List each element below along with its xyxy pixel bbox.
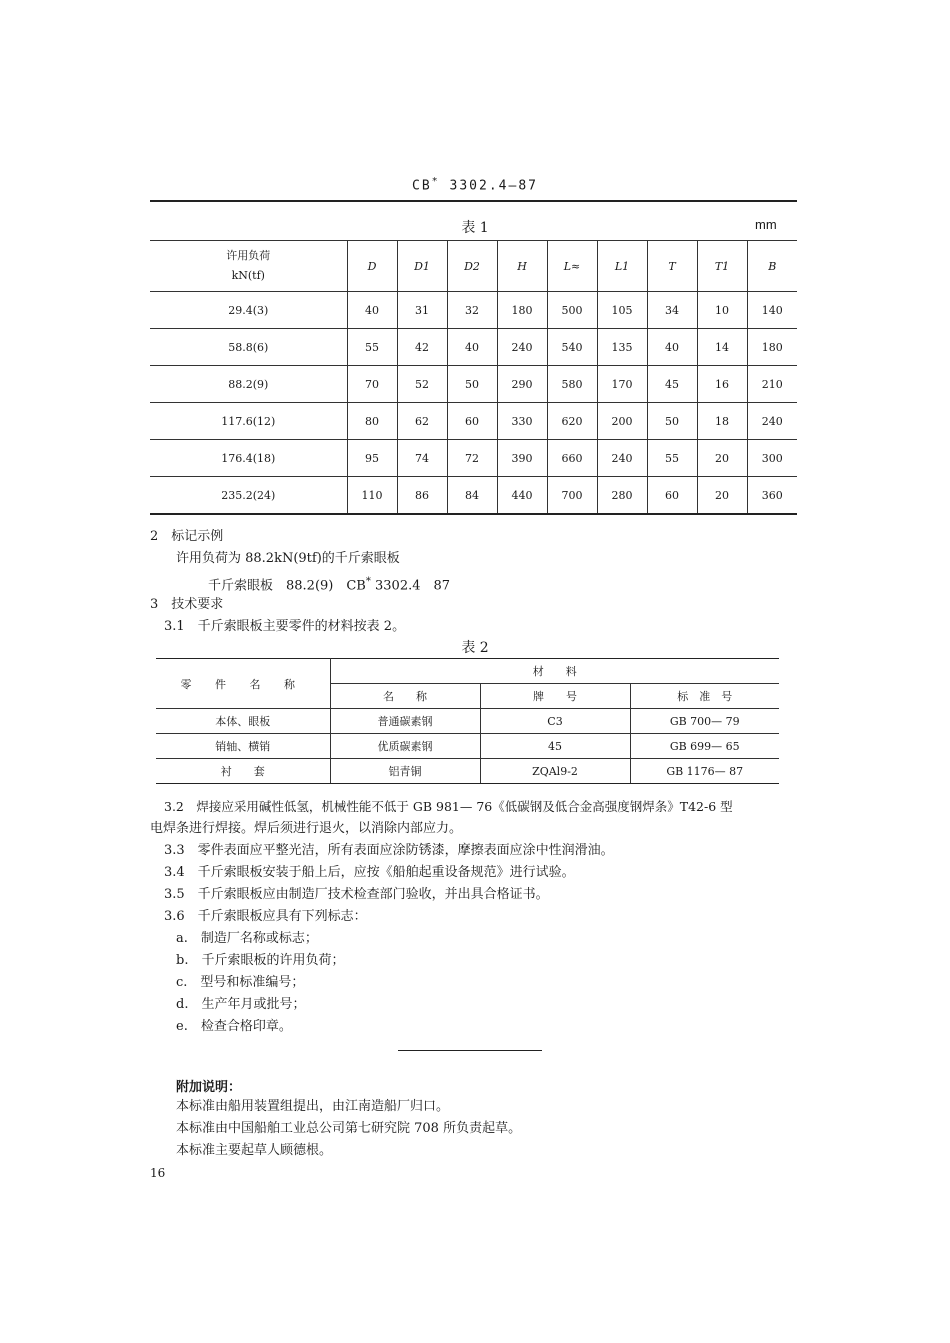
note-line: 本标准由船用装置组提出，由江南造船厂归口。: [176, 1099, 450, 1114]
cell: GB 1176— 87: [630, 759, 779, 784]
cell: 40: [447, 329, 497, 366]
cell: 40: [647, 329, 697, 366]
cell: 20: [697, 477, 747, 515]
load-header: 许用负荷 kN(tf): [150, 241, 347, 292]
cell: 40: [347, 292, 397, 329]
col-header: T1: [697, 241, 747, 292]
cell: 240: [597, 440, 647, 477]
col-header: B: [747, 241, 797, 292]
cell: 45: [480, 734, 630, 759]
cell: 衬 套: [156, 759, 330, 784]
cell: 330: [497, 403, 547, 440]
cell: 180: [747, 329, 797, 366]
cell: 普通碳素钢: [330, 709, 480, 734]
cell: 300: [747, 440, 797, 477]
table1-caption: 表 1: [461, 220, 489, 236]
cell: 240: [497, 329, 547, 366]
section3-heading: 3 技术要求: [150, 597, 224, 612]
cell: 32: [447, 292, 497, 329]
col-material-standard: 标 准 号: [630, 684, 779, 709]
cell: 优质碳素钢: [330, 734, 480, 759]
cell: 55: [347, 329, 397, 366]
cell: 88.2(9): [150, 366, 347, 403]
cell: 29.4(3): [150, 292, 347, 329]
cell: 62: [397, 403, 447, 440]
cell: 176.4(18): [150, 440, 347, 477]
cell: 42: [397, 329, 447, 366]
top-rule: [150, 200, 797, 202]
cell: 10: [697, 292, 747, 329]
cell: 110: [347, 477, 397, 515]
cell: 240: [747, 403, 797, 440]
cell: 140: [747, 292, 797, 329]
cell: 60: [447, 403, 497, 440]
para-3-2-line1: 3.2 焊接应采用碱性低氢，机械性能不低于 GB 981— 76《低碳钢及低合金高强度钢焊条》T42-6 型: [164, 799, 733, 814]
list-item: a. 制造厂名称或标志；: [176, 931, 318, 946]
table-row: [156, 759, 779, 784]
section2-heading: 2 标记示例: [150, 529, 224, 544]
table-row: [150, 329, 797, 366]
para-3-2-line2: 电焊条进行焊接。焊后须进行退火，以消除内部应力。: [150, 821, 463, 836]
notes-title: 附加说明：: [176, 1079, 242, 1094]
cell: C3: [480, 709, 630, 734]
table1-unit: mm: [755, 217, 777, 232]
cell: 31: [397, 292, 447, 329]
cell: 84: [447, 477, 497, 515]
cell: 本体、眼板: [156, 709, 330, 734]
col-header: L≈: [547, 241, 597, 292]
col-header: D: [347, 241, 397, 292]
col-material-name: 名 称: [330, 684, 480, 709]
cell: 60: [647, 477, 697, 515]
cell: 72: [447, 440, 497, 477]
table2-header-row1: [156, 659, 779, 684]
note-line: 本标准主要起草人顾德根。: [176, 1143, 333, 1158]
cell: GB 699— 65: [630, 734, 779, 759]
cell: 80: [347, 403, 397, 440]
table-row: [156, 709, 779, 734]
table1-header-row: [150, 241, 797, 292]
list-item: d. 生产年月或批号；: [176, 997, 306, 1012]
para-3-3: 3.3 零件表面应平整光洁，所有表面应涂防锈漆，摩擦表面应涂中性润滑油。: [164, 843, 614, 858]
cell: 660: [547, 440, 597, 477]
cell: 销轴、横销: [156, 734, 330, 759]
cell: 18: [697, 403, 747, 440]
cell: 235.2(24): [150, 477, 347, 515]
note-line: 本标准由中国船舶工业总公司第七研究院 708 所负责起草。: [176, 1121, 522, 1136]
cell: 440: [497, 477, 547, 515]
cell: 铝青铜: [330, 759, 480, 784]
table-row: [150, 440, 797, 477]
col-header: T: [647, 241, 697, 292]
cell: 55: [647, 440, 697, 477]
cell: 52: [397, 366, 447, 403]
cell: 580: [547, 366, 597, 403]
header-code-number: 3302.4—87: [449, 178, 538, 194]
col-header: D1: [397, 241, 447, 292]
header-code-star: *: [431, 176, 440, 187]
cell: 360: [747, 477, 797, 515]
col-material: 材 料: [330, 659, 779, 684]
cell: 117.6(12): [150, 403, 347, 440]
section-divider: [398, 1050, 542, 1051]
table-row: [150, 403, 797, 440]
cell: 180: [497, 292, 547, 329]
cell: 700: [547, 477, 597, 515]
cell: 86: [397, 477, 447, 515]
cell: 500: [547, 292, 597, 329]
cell: 540: [547, 329, 597, 366]
col-header: D2: [447, 241, 497, 292]
cell: 105: [597, 292, 647, 329]
cell: 74: [397, 440, 447, 477]
para-3-1: 3.1 千斤索眼板主要零件的材料按表 2。: [164, 619, 406, 634]
cell: 620: [547, 403, 597, 440]
cell: 390: [497, 440, 547, 477]
table2-caption: 表 2: [461, 640, 489, 656]
table-row: [150, 292, 797, 329]
cell: GB 700— 79: [630, 709, 779, 734]
cell: 16: [697, 366, 747, 403]
para-3-5: 3.5 千斤索眼板应由制造厂技术检查部门验收，并出具合格证书。: [164, 887, 549, 902]
para-3-6: 3.6 千斤索眼板应具有下列标志：: [164, 909, 367, 924]
marking-example-line2: 千斤索眼板 88.2(9) CB* 3302.4 87: [208, 576, 451, 594]
header-code-prefix: CB: [412, 178, 432, 194]
dimensions-table: [150, 240, 797, 515]
standard-code-header: [0, 176, 950, 193]
page-number: 16: [150, 1166, 166, 1180]
materials-table: [156, 658, 779, 784]
cell: 210: [747, 366, 797, 403]
cell: ZQAl9-2: [480, 759, 630, 784]
cell: 34: [647, 292, 697, 329]
cell: 50: [447, 366, 497, 403]
marking-example-line1: 许用负荷为 88.2kN(9tf)的千斤索眼板: [176, 551, 400, 566]
cell: 280: [597, 477, 647, 515]
cell: 200: [597, 403, 647, 440]
col-material-grade: 牌 号: [480, 684, 630, 709]
cell: 58.8(6): [150, 329, 347, 366]
cell: 50: [647, 403, 697, 440]
cell: 70: [347, 366, 397, 403]
col-header: H: [497, 241, 547, 292]
col-part-name: 零 件 名 称: [156, 659, 330, 709]
table-row: [150, 477, 797, 515]
cell: 14: [697, 329, 747, 366]
cell: 135: [597, 329, 647, 366]
cell: 170: [597, 366, 647, 403]
col-header: L1: [597, 241, 647, 292]
cell: 20: [697, 440, 747, 477]
list-item: c. 型号和标准编号；: [176, 975, 305, 990]
table-row: [156, 734, 779, 759]
cell: 290: [497, 366, 547, 403]
list-item: b. 千斤索眼板的许用负荷；: [176, 953, 345, 968]
cell: 45: [647, 366, 697, 403]
para-3-4: 3.4 千斤索眼板安装于船上后，应按《船舶起重设备规范》进行试验。: [164, 865, 575, 880]
list-item: e. 检查合格印章。: [176, 1019, 292, 1034]
cell: 95: [347, 440, 397, 477]
table-row: [150, 366, 797, 403]
